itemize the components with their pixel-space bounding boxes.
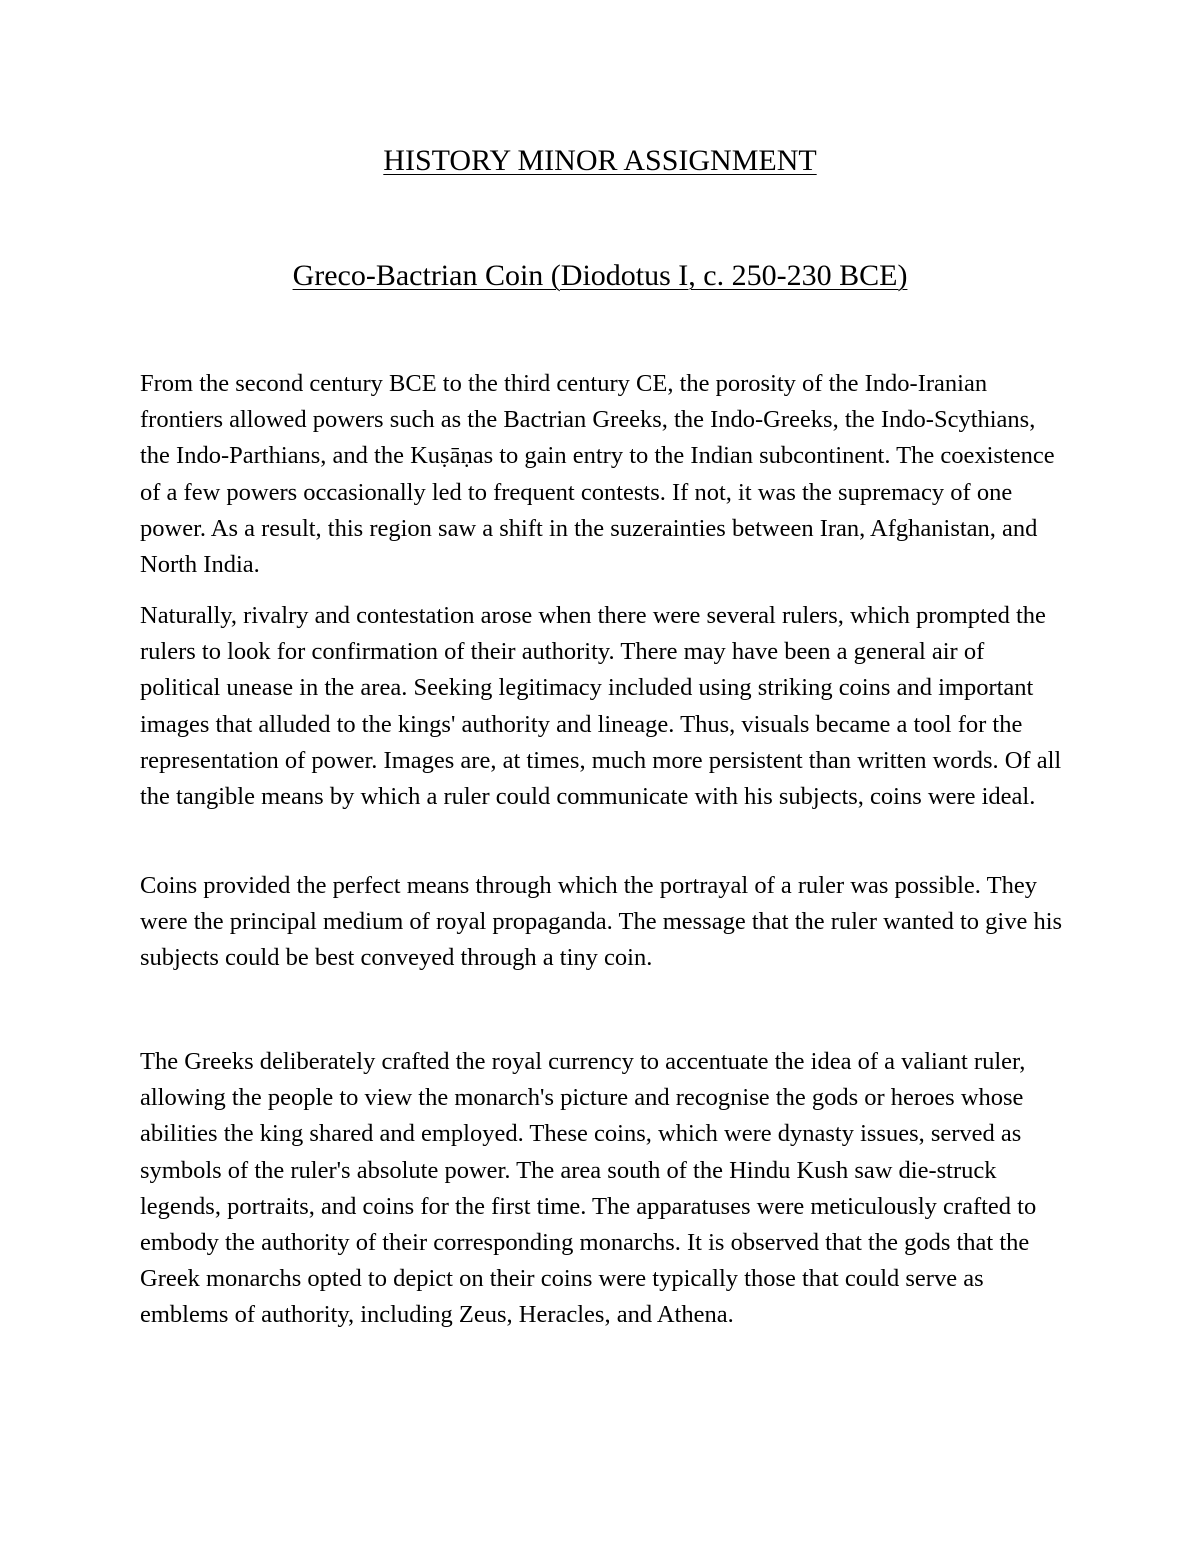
paragraph-frontiers: From the second century BCE to the third century CE, the porosity of the Indo-Iranian frontiers allowed powers such as the Bactrian Greeks, the Indo-Greeks, the Indo-Scythians, the Indo-Parthians, and the Kuṣāṇas to gain entry to the Indian subcontinent. The coexistence of a few powers occasionally led to frequent contests. If not, it was the supremacy of one power. As a result, this region saw a shift in the suzerainties between Iran, Afghanistan, and North India. <box>140 370 1055 579</box>
paragraph-coins-propaganda: Coins provided the perfect means through which the portrayal of a ruler was possible. They were the principal medium of royal propaganda. The message that the ruler wanted to give his subjects could be best conveyed through a tiny coin. <box>140 872 1063 972</box>
paragraph-legitimacy: Naturally, rivalry and contestation arose when there were several rulers, which prompted the rulers to look for confirmation of their authority. There may have been a general air of political unease in the area. Seeking legitimacy included using striking coins and important images that alluded to the kings' authority and lineage. Thus, visuals became a tool for the representation of power. Images are, at times, much more persistent than written words. Of all the tangible means by which a ruler could communicate with his subjects, coins were ideal. <box>140 602 1062 811</box>
paragraph-greek-currency: The Greeks deliberately crafted the royal currency to accentuate the idea of a valiant ruler, allowing the people to view the monarch's picture and recognise the gods or heroes whose abilities the king shared and employed. These coins, which were dynasty issues, served as symbols of the ruler's absolute power. The area south of the Hindu Kush saw die-struck legends, portraits, and coins for the first time. The apparatuses were meticulously crafted to embody the authority of their corresponding monarchs. It is observed that the gods that the Greek monarchs opted to depict on their coins were typically those that could serve as emblems of authority, including Zeus, Heracles, and Athena. <box>140 1048 1037 1329</box>
document-subtitle: Greco-Bactrian Coin (Diodotus I, c. 250-230 BCE) <box>292 259 908 292</box>
document-title: HISTORY MINOR ASSIGNMENT <box>383 144 817 177</box>
